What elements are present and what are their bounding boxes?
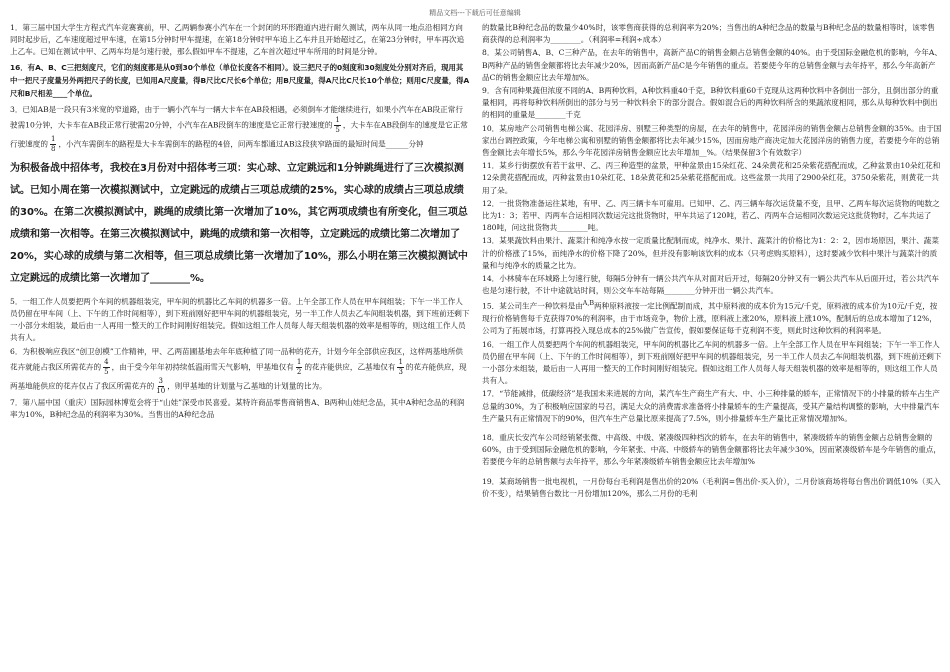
numerator: 3: [158, 376, 163, 385]
question-6-part-a: 6．为积极响应我区“创卫创模”工作精神，甲、乙两苗圃基地去年年底种植了同一品种的花卉，计划今年全部供应我区，这样两基地所供花卉就能占我区所需花卉的: [10, 346, 464, 372]
question-3-part-b: ，大卡车在AB段倒车的速度是它正常行驶速度的: [10, 120, 468, 149]
question-3: [10, 104, 470, 154]
question-7-continued: 的数量比B种纪念品的数量少40%时，该零售商获得的总利润率为20%；当售出的A种纪念品的数量与B种纪念品的数量相等时，该零售商获得的总利润率为________。（利润率=利润÷成本）: [482, 23, 935, 45]
question-16-inset: 16．有A、B、C三把刻度尺，它们的刻度都是从0到30个单位（单位长度各不相同）。设三把尺子的0刻度和30刻度处分别对齐后，现用其中一把尺子度量另外两把尺子的长度，已知用A尺度量，得B尺比C尺长6个单位；用B尺度量，得A尺比C尺长10个单位；则用C尺度量，得A尺和B尺相差____个单位。: [10, 62, 470, 98]
question-6: [10, 346, 470, 396]
right-column: [482, 22, 942, 501]
question-8: 8．某公司销售A、B、C三种产品，在去年的销售中，高新产品C的销售金额占总销售金额的40%。由于受国际金融危机的影响，今年A、B两种产品的销售金额都将比去年减少20%，因而高新产品C是今年销售的重点。若要使今年的总销售金额与去年持平，那么今年高新产品C的销售金额应比去年增加%。: [482, 48, 942, 82]
question-sports-test: 为积极备战中招体考，我校在3月份对中招体考三项：实心球、立定跳远和1分钟跳绳进行了三次模拟测试。已知小周在第一次模拟测试中，立定跳远的成绩占三项总成绩的25%，实心球的成绩占三项总成绩的30%。在第二次模拟测试中，跳绳的成绩比第一次增加了10%，其它两项成绩也有所变化，但三项总成绩和第一次相等。在第三次模拟测试中，跳绳的成绩和第一次相等，立定跳远的成绩比第二次增加了20%，实心球的成绩与第二次相等，但三项总成绩比第一次增加了10%，那么小明在第三次模拟测试中立定跳远的成绩比第一次增加了________%。: [10, 162, 468, 284]
denominator: 8: [50, 144, 56, 153]
question-18: 18．重庆长安汽车公司经销紧张微、中高级、中级、紧凑级四种档次的轿车，在去年的销售中，紧凑级轿车的销售金额占总销售金额的60%，由于受到国际金融危机的影响，今年紧张、中高、中级轿车的销售金额都将比去年减少30%，因而紧凑级轿车是今年销售的重点，若要使今年的总销售额与去年持平，那么今年紧凑级轿车销售金额应比去年增加%: [482, 433, 941, 467]
question-6-part-d: 的花卉能供应，现两基地能供应的花卉仅占了我区所需花卉的: [10, 362, 467, 391]
denominator: 5: [104, 367, 109, 376]
numerator: 1: [335, 115, 340, 124]
question-6-part-c: 的花卉能供应，乙基地仅有: [304, 362, 396, 372]
numerator: 1: [50, 134, 56, 143]
question-16: 16．一组工作人员要把两个车间的机器组装完，甲车间的机器比乙车间的机器多一倍。上午全部工作人员在甲车间组装；下午一半工作人员仍留在甲车间（上、下午的工作时间相等），到下班前刚好把甲车间的机器组装完，另一半工作人员去乙车间组装机器，到下班前还剩下一小部分未组装，最后由一人再用一整天的工作时间刚好组装完。假如这组工作人员每人每天组装机器的效率是相等的，则这组工作人员共有人。: [482, 339, 942, 386]
variable-ab: A,B: [582, 300, 595, 308]
numerator: 1: [398, 357, 403, 366]
question-5: 5．一组工作人员要把两个车间的机器组装完，甲车间的机器比乙车间的机器多一倍。上午全部工作人员在甲车间组装；下午一半工作人员仍留在甲车间（上、下午的工作时间相等），到下班前刚好把甲车间的机器组装完，另一半工作人员去乙车间组装机器，到下班前还剩下一小部分未组装，最后由一人再用一整天的工作时间刚好组装完。假如这组工作人员每人每天组装机器的效率是相等的，则这组工作人员共有人。: [10, 296, 470, 343]
question-11: 11．某乡行街摆放有若干盆甲、乙、丙三种造型的盆景，甲种盆景由15朵红花、24朵黄花和25朵紫花搭配而成，乙种盆景由10朵红花和12朵黄花搭配而成，丙种盆景由10朵红花、18朵黄花和25朵紫花搭配而成。这些盆景一共用了2900朵红花，3750朵紫花，则黄花一共用了朵。: [482, 161, 941, 195]
question-17: 17．“节能减排，低碳经济”是我国未来进展的方向，某汽车生产商生产有大、中、小三种排量的轿车，正常情况下的小排量的轿车占生产总量的30%，为了积极响应国家的号召，满足大众的消费需求准备将小排量轿车的生产量提高，受其产量结构调整的影响，大中排量汽车生产量只有正常情况下的90%，但汽车生产总量比原来提高了7.5%，则小排量轿车生产量比正常情况增加%。: [482, 389, 940, 423]
denominator: 3: [398, 367, 403, 376]
numerator: 4: [104, 357, 109, 366]
fraction-one-eighth: [50, 135, 56, 154]
fraction-four-fifths: [103, 358, 109, 377]
question-13: 13．某果蔬饮料由果汁、蔬菜汁和纯净水按一定质量比配制而成，纯净水、果汁、蔬菜汁的价格比为1：2：2，因市场原因，果汁、蔬菜汁的价格涨了15%，而纯净水的价格下降了20%，但并没有影响该饮料的成本（只考虑购买原料），这时要减少饮料中果汁与蔬菜汁的质量和与纯净水的质量之比为。: [482, 236, 939, 270]
question-1: 1．第三届中国大学生方程式汽车竞赛赛前，甲、乙两辆参赛小汽车在一个封闭的环形跑道内进行耐久测试，两车从同一地点沿相同方向同时起步后，乙车速度超过甲车速，在第15分钟时甲车提速，在第18分钟时甲车追上乙车并且开始超过乙，在第23分钟时，甲车再次追上乙车。已知在测试中甲、乙两车均是匀速行驶，那么假如甲车不提速，乙车首次超过甲车所用的时间是分钟。: [10, 23, 465, 57]
fraction-three-tenths: [156, 377, 165, 396]
question-6-part-e: ，则甲基地的计划量与乙基地的计划量的比为。: [167, 381, 327, 391]
fraction-one-fifth: [334, 116, 340, 135]
denominator: 2: [296, 367, 302, 376]
question-7: 7．第八届中国（重庆）国际园林博览会将于“山娃”深受市民喜爱。某特许商品零售商销售A、B两种山娃纪念品，其中A种纪念品的利润率为10%，B种纪念品的利润率为30%。当售出的A种纪念品: [10, 397, 465, 420]
question-9: 9．含有同种果蔬但浓度不同的A、B两种饮料，A种饮料重40千克，B种饮料重60千克现从这两种饮料中各倒出一部分，且倒出部分的重量相同，再将每种饮料所倒出的部分与另一种饮料余下的部分混合。假如混合后的两种饮料所含的果蔬浓度相同，那么从每种饮料中倒出的相同的重量是________千克: [482, 86, 939, 120]
question-6-part-b: ，由于受今年年初持续低温雨雪天气影响，甲基地仅有: [111, 362, 294, 372]
question-15: [482, 298, 942, 337]
question-12: 12．一批货物准备运往某地，有甲、乙、丙三辆卡车可雇用。已知甲、乙、丙三辆车每次运货量不变，且甲、乙两车每次运货物的吨数之比为1：3；若甲、丙两车合运相同次数运完这批货物时，甲车共运了120吨，若乙、丙两车合运相同次数运完这批货物时，乙车共运了180吨，问这批货物共________吨。: [482, 198, 940, 233]
question-19: 19．某商场销售一批电视机，一月份每台毛利润是售出价的20%（毛利润=售出价-买入价），二月份该商场将每台售出价调低10%（买入价不变），结果销售台数比一月份增加120%，那么二月份的毛利: [482, 476, 941, 498]
question-15-part-a: 15．某公司生产一种饮料是由: [482, 302, 583, 311]
question-14: 14．小林骑车在环城路上匀速行驶，每隔5分钟有一辆公共汽车从对面对后开过，每隔20分钟又有一辆公共汽车从后面开过，若公共汽车也是匀速行驶，不计中途就站时间，则公交车车站每隔________分钟开出一辆公共汽车。: [482, 274, 939, 296]
fraction-one-third: [397, 358, 403, 377]
page-header: 精品文档---下载后可任意编辑: [429, 9, 521, 17]
denominator: 5: [335, 125, 340, 134]
denominator: 10: [156, 386, 166, 395]
numerator: 1: [296, 357, 302, 366]
fraction-one-half: [296, 358, 302, 377]
left-column: [10, 22, 470, 422]
question-3-part-c: ，小汽车需倒车的路程是大卡车需倒车的路程的4倍，问两车都通过AB这段狭窄路面的最短时间是______分钟: [58, 139, 424, 149]
question-10: 10．某房地产公司销售电梯公寓、花园洋房、别墅三种类型的房屋，在去年的销售中，花园洋房的销售金额占总销售金额的35%。由于国家出台调控政策，今年电梯公寓和别墅的销售金额都将比去年减少15%，因而房地产商决定加大花园洋房的销售力度，若要使今年的总销售金额比去年增长5%，那么今年花园洋房销售金额应比去年增加__%。（结果保留3个有效数字）: [482, 123, 942, 158]
question-3-part-a: 3．已知AB是一段只有3米宽的窄道路，由于一辆小汽车与一辆大卡车在AB段相遇，必须倒车才能继续进行，如果小汽车在AB段正常行驶需10分钟，大卡车在AB段正常行驶需20分钟，小汽车在AB段倒车的速度是它正常行驶速度的: [10, 104, 463, 130]
question-15-part-b: 两种原料液按一定比例配制而成，其中原料液的成本价为15元/千克，原料液的成本价为10元/千克，按现行价格销售每千克获得70%的利润率，由于市场竞争，物价上涨，原料液上涨20%，原料液上涨10%，配制后的总成本增加了12%，公司为了拓展市场，打算再投入现总成本的25%做广告宣传，假如要保证每千克利润不变，则此时这种饮料的利润率是。: [482, 302, 938, 336]
